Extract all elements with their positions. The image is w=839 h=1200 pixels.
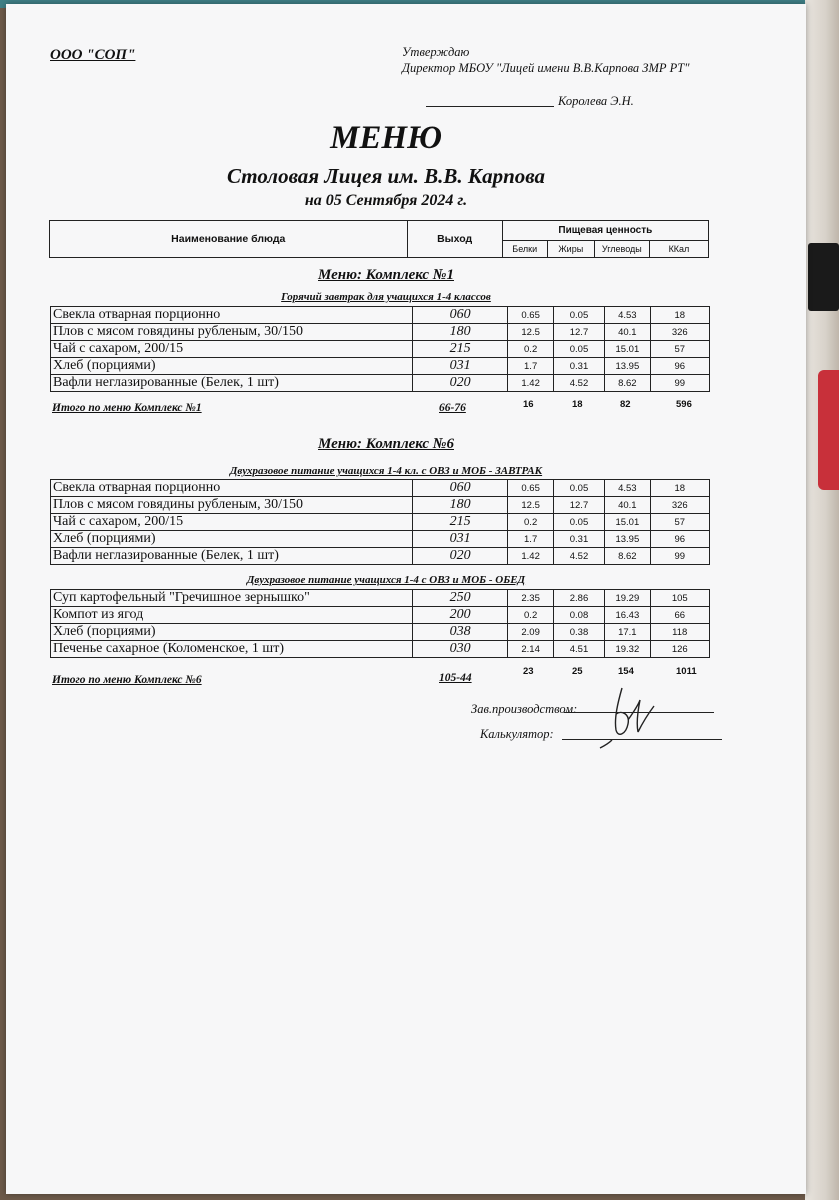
complex6-total-carbs: 154 bbox=[618, 666, 634, 677]
dish-name: Вафли неглазированные (Белек, 1 шт) bbox=[51, 548, 413, 565]
handwritten-signature bbox=[592, 680, 662, 750]
dish-yield: 020 bbox=[412, 375, 508, 392]
menu-row bbox=[51, 307, 710, 324]
complex1-total-label: Итого по меню Комплекс №1 bbox=[52, 402, 202, 414]
menu-row bbox=[51, 531, 710, 548]
dish-yield: 180 bbox=[412, 497, 508, 514]
dish-yield: 030 bbox=[412, 641, 508, 658]
background-object bbox=[818, 370, 839, 490]
dish-carbs: 40.1 bbox=[605, 324, 650, 341]
organization-name: ООО "СОП" bbox=[50, 47, 136, 63]
column-fat: Жиры bbox=[547, 240, 594, 257]
dish-kcal: 326 bbox=[650, 324, 709, 341]
dish-kcal: 18 bbox=[650, 480, 709, 497]
complex1-table bbox=[50, 306, 710, 392]
dish-fat: 0.05 bbox=[553, 307, 604, 324]
menu-row bbox=[51, 480, 710, 497]
menu-row bbox=[51, 590, 710, 607]
dish-yield: 200 bbox=[412, 607, 508, 624]
dish-carbs: 19.29 bbox=[605, 590, 650, 607]
complex6-total-label: Итого по меню Комплекс №6 bbox=[52, 674, 202, 686]
menu-row bbox=[51, 358, 710, 375]
dish-protein: 0.2 bbox=[508, 341, 553, 358]
dish-kcal: 96 bbox=[650, 358, 709, 375]
dish-carbs: 40.1 bbox=[605, 497, 650, 514]
production-manager-label: Зав.производством: bbox=[471, 702, 578, 716]
dish-fat: 0.08 bbox=[553, 607, 604, 624]
dish-protein: 12.5 bbox=[508, 324, 553, 341]
column-nutrition: Пищевая ценность bbox=[502, 221, 708, 241]
dish-carbs: 8.62 bbox=[605, 375, 650, 392]
page-title: МЕНЮ bbox=[330, 120, 442, 156]
complex6-title: Меню: Комплекс №6 bbox=[318, 436, 454, 452]
approval-block bbox=[402, 44, 702, 76]
menu-document bbox=[6, 4, 806, 1194]
complex6-group-breakfast: Двухразовое питание учащихся 1-4 кл. с ОВЗ и МОБ - ЗАВТРАК bbox=[229, 465, 543, 477]
dish-kcal: 105 bbox=[650, 590, 709, 607]
complex6-total-kcal: 1011 bbox=[676, 666, 697, 677]
dish-carbs: 19.32 bbox=[605, 641, 650, 658]
complex1-total-fat: 18 bbox=[572, 399, 583, 410]
dish-fat: 0.05 bbox=[553, 341, 604, 358]
dish-carbs: 15.01 bbox=[605, 514, 650, 531]
approval-word: Утверждаю bbox=[402, 45, 470, 59]
menu-date: на 05 Сентября 2024 г. bbox=[304, 192, 468, 209]
menu-row bbox=[51, 548, 710, 565]
dish-fat: 0.31 bbox=[553, 358, 604, 375]
dish-protein: 0.2 bbox=[508, 514, 553, 531]
dish-carbs: 13.95 bbox=[605, 531, 650, 548]
dish-protein: 1.42 bbox=[508, 375, 553, 392]
dish-fat: 0.31 bbox=[553, 531, 604, 548]
page-subtitle: Столовая Лицея им. В.В. Карпова bbox=[226, 164, 546, 188]
dish-kcal: 96 bbox=[650, 531, 709, 548]
column-protein: Белки bbox=[502, 240, 547, 257]
dish-kcal: 99 bbox=[650, 375, 709, 392]
approver-name: Королева Э.Н. bbox=[558, 94, 634, 108]
dish-protein: 1.7 bbox=[508, 358, 553, 375]
dish-kcal: 326 bbox=[650, 497, 709, 514]
complex6-lunch-table bbox=[50, 589, 710, 658]
dish-name: Чай с сахаром, 200/15 bbox=[51, 514, 413, 531]
dish-kcal: 126 bbox=[650, 641, 709, 658]
menu-row bbox=[51, 497, 710, 514]
complex1-total-carbs: 82 bbox=[620, 399, 631, 410]
column-header-table bbox=[49, 220, 709, 258]
menu-row bbox=[51, 341, 710, 358]
column-yield: Выход bbox=[407, 221, 502, 258]
dish-carbs: 4.53 bbox=[605, 480, 650, 497]
dish-protein: 1.42 bbox=[508, 548, 553, 565]
dish-yield: 250 bbox=[412, 590, 508, 607]
approval-signature-line bbox=[426, 105, 554, 107]
dish-yield: 020 bbox=[412, 548, 508, 565]
complex6-total-protein: 23 bbox=[523, 666, 534, 677]
dish-fat: 12.7 bbox=[553, 497, 604, 514]
dish-carbs: 4.53 bbox=[605, 307, 650, 324]
dish-name: Чай с сахаром, 200/15 bbox=[51, 341, 413, 358]
background-paper-stack bbox=[805, 0, 839, 1200]
dish-name: Вафли неглазированные (Белек, 1 шт) bbox=[51, 375, 413, 392]
menu-row bbox=[51, 607, 710, 624]
dish-protein: 0.65 bbox=[508, 480, 553, 497]
complex1-total-kcal: 596 bbox=[676, 399, 692, 410]
dish-name: Компот из ягод bbox=[51, 607, 413, 624]
complex6-breakfast-table bbox=[50, 479, 710, 565]
dish-carbs: 15.01 bbox=[605, 341, 650, 358]
dish-yield: 215 bbox=[412, 341, 508, 358]
dish-kcal: 118 bbox=[650, 624, 709, 641]
dish-protein: 0.2 bbox=[508, 607, 553, 624]
dish-yield: 031 bbox=[412, 531, 508, 548]
dish-name: Хлеб (порциями) bbox=[51, 624, 413, 641]
dish-fat: 4.52 bbox=[553, 375, 604, 392]
column-carbs: Углеводы bbox=[594, 240, 649, 257]
menu-row bbox=[51, 514, 710, 531]
dish-yield: 060 bbox=[412, 480, 508, 497]
column-kcal: ККал bbox=[649, 240, 708, 257]
dish-name: Суп картофельный "Гречишное зернышко" bbox=[51, 590, 413, 607]
dish-fat: 0.38 bbox=[553, 624, 604, 641]
dish-fat: 12.7 bbox=[553, 324, 604, 341]
dish-kcal: 57 bbox=[650, 341, 709, 358]
dish-name: Печенье сахарное (Коломенское, 1 шт) bbox=[51, 641, 413, 658]
dish-yield: 180 bbox=[412, 324, 508, 341]
binder-clip bbox=[808, 243, 839, 311]
dish-fat: 4.51 bbox=[553, 641, 604, 658]
dish-carbs: 8.62 bbox=[605, 548, 650, 565]
dish-name: Хлеб (порциями) bbox=[51, 531, 413, 548]
menu-row bbox=[51, 375, 710, 392]
dish-kcal: 57 bbox=[650, 514, 709, 531]
complex1-group: Горячий завтрак для учащихся 1-4 классов bbox=[281, 291, 491, 303]
dish-kcal: 99 bbox=[650, 548, 709, 565]
dish-protein: 2.35 bbox=[508, 590, 553, 607]
dish-name: Свекла отварная порционно bbox=[51, 307, 413, 324]
complex6-group-lunch: Двухразовое питание учащихся 1-4 с ОВЗ и МОБ - ОБЕД bbox=[246, 574, 526, 586]
dish-name: Плов с мясом говядины рубленым, 30/150 bbox=[51, 497, 413, 514]
menu-row bbox=[51, 641, 710, 658]
dish-kcal: 18 bbox=[650, 307, 709, 324]
dish-kcal: 66 bbox=[650, 607, 709, 624]
complex6-total-price: 105-44 bbox=[439, 672, 472, 684]
calculator-label: Калькулятор: bbox=[480, 727, 554, 741]
dish-protein: 2.14 bbox=[508, 641, 553, 658]
dish-protein: 1.7 bbox=[508, 531, 553, 548]
dish-name: Хлеб (порциями) bbox=[51, 358, 413, 375]
dish-protein: 0.65 bbox=[508, 307, 553, 324]
dish-name: Свекла отварная порционно bbox=[51, 480, 413, 497]
dish-fat: 0.05 bbox=[553, 480, 604, 497]
complex1-total-price: 66-76 bbox=[439, 402, 466, 414]
dish-fat: 0.05 bbox=[553, 514, 604, 531]
dish-yield: 038 bbox=[412, 624, 508, 641]
dish-carbs: 16.43 bbox=[605, 607, 650, 624]
dish-yield: 215 bbox=[412, 514, 508, 531]
dish-carbs: 17.1 bbox=[605, 624, 650, 641]
complex6-total-fat: 25 bbox=[572, 666, 583, 677]
menu-row bbox=[51, 624, 710, 641]
dish-fat: 2.86 bbox=[553, 590, 604, 607]
menu-row bbox=[51, 324, 710, 341]
dish-carbs: 13.95 bbox=[605, 358, 650, 375]
column-dish: Наименование блюда bbox=[50, 221, 408, 258]
dish-protein: 12.5 bbox=[508, 497, 553, 514]
dish-yield: 031 bbox=[412, 358, 508, 375]
dish-protein: 2.09 bbox=[508, 624, 553, 641]
dish-yield: 060 bbox=[412, 307, 508, 324]
complex1-total-protein: 16 bbox=[523, 399, 534, 410]
dish-name: Плов с мясом говядины рубленым, 30/150 bbox=[51, 324, 413, 341]
dish-fat: 4.52 bbox=[553, 548, 604, 565]
approver-position: Директор МБОУ "Лицей имени В.В.Карпова ЗМР РТ" bbox=[402, 61, 690, 75]
complex1-title: Меню: Комплекс №1 bbox=[318, 267, 454, 283]
